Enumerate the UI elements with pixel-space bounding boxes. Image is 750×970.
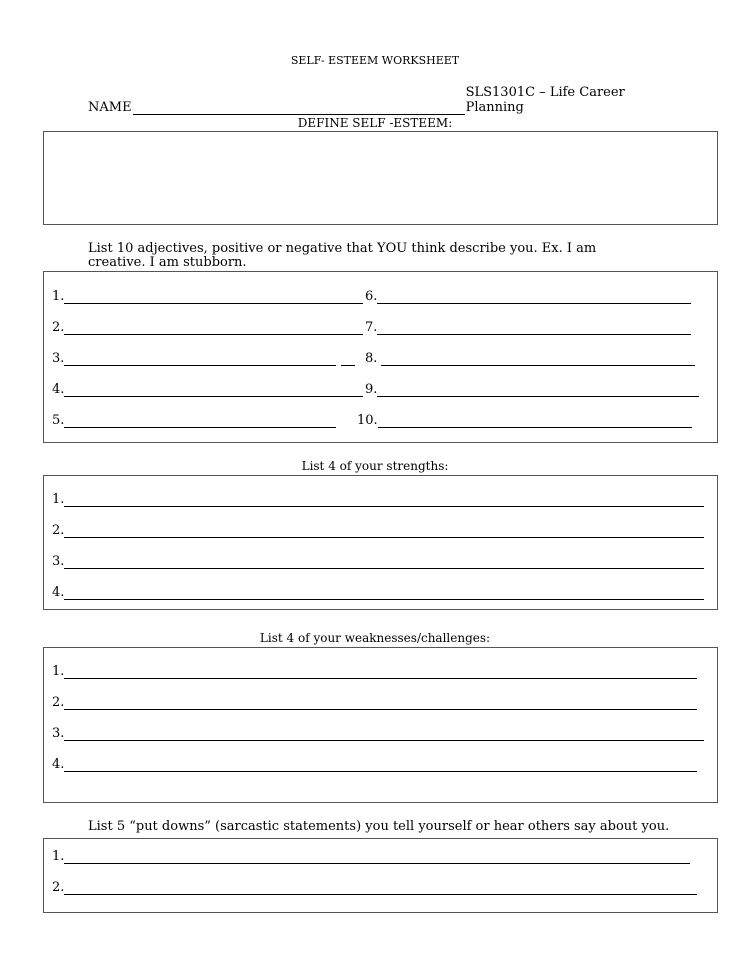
weaknesses-heading: List 4 of your weaknesses/challenges: (259, 631, 491, 645)
strength-row-2[interactable] (52, 522, 704, 538)
weakness-number: 3. (52, 726, 65, 741)
adjective-number: 4. (52, 382, 65, 397)
strength-row-4[interactable] (52, 584, 704, 600)
strength-number: 4. (52, 585, 65, 600)
weakness-row-4[interactable] (52, 756, 697, 772)
name-course-line (88, 85, 668, 115)
weakness-line[interactable] (64, 757, 697, 772)
adjective-number: 2. (52, 320, 65, 335)
adjective-row-2[interactable] (52, 319, 363, 335)
adjective-row-1[interactable] (52, 288, 363, 304)
put-down-line[interactable] (64, 849, 690, 864)
weakness-row-1[interactable] (52, 663, 697, 679)
adjective-number: 3. (52, 351, 65, 366)
strength-number: 1. (52, 492, 65, 507)
adjective-line-extra (341, 351, 355, 366)
adjective-row-4[interactable] (52, 381, 363, 397)
put-downs-prompt: List 5 “put downs” (sarcastic statements) you tell yourself or hear others say about you. (88, 819, 670, 834)
put-down-line[interactable] (64, 880, 697, 895)
adjective-number: 7. (365, 320, 378, 335)
weakness-number: 4. (52, 757, 65, 772)
strength-line[interactable] (64, 585, 704, 600)
weakness-line[interactable] (64, 726, 704, 741)
adjective-line[interactable] (64, 289, 363, 304)
strength-line[interactable] (64, 492, 704, 507)
define-answer-box[interactable] (43, 131, 718, 225)
adjective-row-5[interactable] (52, 412, 336, 428)
adjective-number: 10. (357, 413, 378, 428)
weakness-number: 2. (52, 695, 65, 710)
weakness-row-3[interactable] (52, 725, 704, 741)
adjective-row-9[interactable] (365, 381, 699, 397)
name-label: NAME (88, 100, 132, 115)
adjective-row-6[interactable] (365, 288, 691, 304)
course-label: SLS1301C – Life Career Planning (465, 85, 625, 115)
strength-row-3[interactable] (52, 553, 704, 569)
adjective-number: 9. (365, 382, 378, 397)
strength-line[interactable] (64, 523, 704, 538)
worksheet-title: SELF- ESTEEM WORKSHEET (290, 54, 460, 67)
strength-number: 3. (52, 554, 65, 569)
adjective-number: 8. (365, 351, 378, 366)
weakness-line[interactable] (64, 695, 697, 710)
strength-number: 2. (52, 523, 65, 538)
adjectives-prompt: List 10 adjectives, positive or negative that YOU think describe you. Ex. I am creative. I am stubborn. (88, 241, 597, 270)
put-down-row-1[interactable] (52, 848, 690, 864)
adjective-line[interactable] (64, 351, 336, 366)
adjective-line[interactable] (377, 289, 691, 304)
strength-line[interactable] (64, 554, 704, 569)
adjective-line[interactable] (64, 320, 363, 335)
strengths-heading: List 4 of your strengths: (301, 459, 449, 473)
adjective-line[interactable] (64, 413, 336, 428)
put-down-row-2[interactable] (52, 879, 697, 895)
adjective-row-3[interactable] (52, 350, 355, 366)
weakness-number: 1. (52, 664, 65, 679)
adjective-line[interactable] (64, 382, 363, 397)
adjective-number: 1. (52, 289, 65, 304)
adjective-row-10[interactable] (357, 412, 692, 428)
weakness-line[interactable] (64, 664, 697, 679)
strength-row-1[interactable] (52, 491, 704, 507)
adjective-line[interactable] (378, 413, 692, 428)
adjective-number: 5. (52, 413, 65, 428)
adjective-line[interactable] (381, 351, 695, 366)
adjective-line[interactable] (377, 382, 699, 397)
define-heading: DEFINE SELF -ESTEEM: (297, 116, 453, 130)
adjective-row-8[interactable] (365, 350, 695, 366)
adjective-row-7[interactable] (365, 319, 691, 335)
put-down-number: 1. (52, 849, 65, 864)
weakness-row-2[interactable] (52, 694, 697, 710)
put-down-number: 2. (52, 880, 65, 895)
adjective-line[interactable] (377, 320, 691, 335)
name-field-line[interactable] (133, 102, 465, 115)
adjective-number: 6. (365, 289, 378, 304)
